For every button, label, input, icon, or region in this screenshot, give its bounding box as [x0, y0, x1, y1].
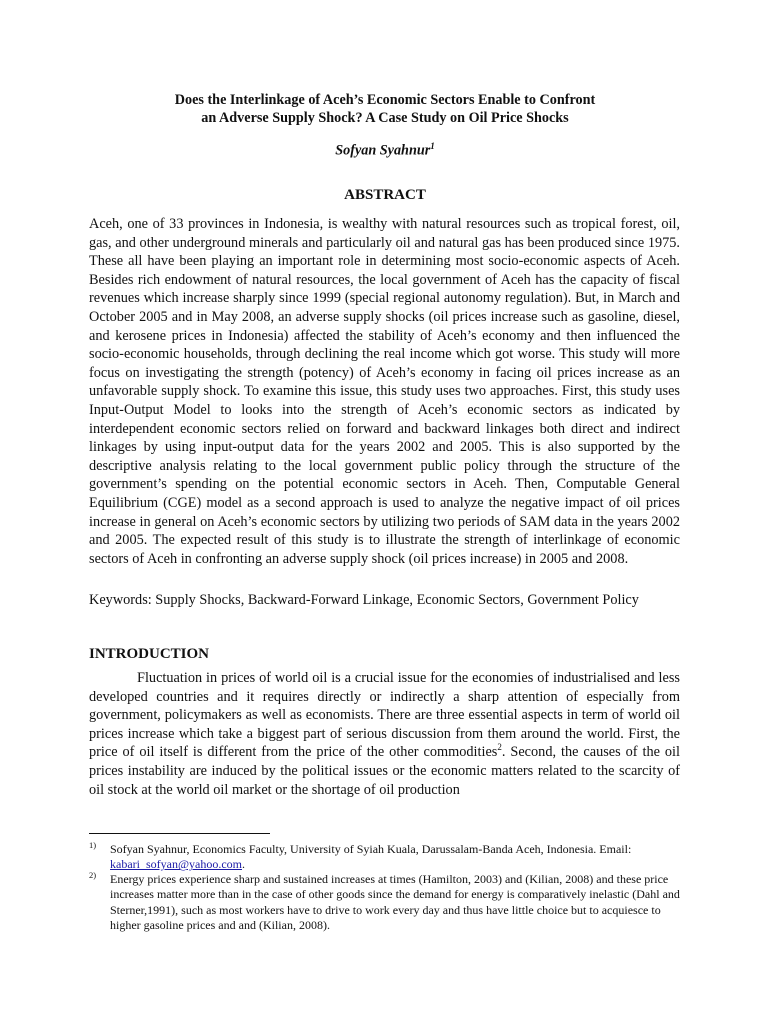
abstract-heading: ABSTRACT	[344, 187, 426, 203]
intro-footnote-mark: 2	[497, 742, 502, 753]
author-name	[90, 137, 680, 160]
footnote-2	[89, 872, 680, 934]
author-footnote-mark: 1	[430, 141, 435, 151]
keywords: Keywords: Supply Shocks, Backward-Forward Linkage, Economic Sectors, Government Policy	[89, 592, 639, 608]
footnote-2-mark: 2)	[89, 870, 97, 880]
title-line-2: an Adverse Supply Shock? A Case Study on Oil Price Shocks	[201, 110, 569, 126]
intro-text-part1: Fluctuation in prices of world oil is a crucial issue for the economies of industrialised and less developed countries and it requires directly or indirectly a sharp attention of especially from government, policymakers as well as economists. There are three essential aspects in term of world oil prices increase which take a biggest part of serious discussion from them around the world. First, the price of oil itself is different from the price of the other commodities	[89, 670, 680, 761]
abstract-body: Aceh, one of 33 provinces in Indonesia, is wealthy with natural resources such as tropical forest, oil, gas, and other underground minerals and particularly oil and natural gas has been produced since 1975. These all have been playing an important role in determining most socio-economic aspects of Aceh. Besides rich endowment of natural resources, the local government of Aceh has the capacity of fiscal revenues which increase sharply since 1999 (special regional autonomy regulation). But, in March and October 2005 and in May 2008, an adverse supply shocks (oil prices increase such as gasoline, diesel, and kerosene prices in Indonesia) affected the stability of Aceh’s economy and then influenced the socio-economic households, through declining the real income which got worse. This study will more focus on investigating the strength (potency) of Aceh’s economy in facing oil prices increase as an unfavorable supply shock. To examine this issue, this study uses two approaches. First, this study uses Input-Output Model to looks into the strength of Aceh’s economic sectors as indicated by interdependent economic sectors relied on forward and backward linkages both direct and indirect linkages by using input-output data for the years 2002 and 2005. This is also supported by the descriptive analysis relating to the local government public policy through the structure of the government’s spending on the potential economic sectors in Aceh. Then, Computable General Equilibrium (CGE) model as a second approach is used to analyze the negative impact of oil prices increase in general on Aceh’s economic sectors by utilizing two periods of SAM data in the years 2002 and 2005. The expected result of this study is to illustrate the strength of interlinkage of economic sectors of Aceh in confronting an adverse supply shock (oil prices increase) in 2005 and 2008.	[89, 216, 680, 567]
intro-text-part2: . Second, the causes of the oil prices instability are induced by the political issues or the economic matters related to the scarcity of oil stock at the world oil market or the shortage of oil production	[89, 744, 680, 798]
footnote-2-text: Energy prices experience sharp and sustained increases at times (Hamilton, 2003) and (Kilian, 2008) and these price increases matter more than in the case of other goods since the demand for energy is comparatively inelastic (Dahl and Sterner,1991), such as most workers have to drive to work every day and thus have little choice but to acquiesce to higher gasoline prices and and (Kilian, 2008).	[110, 872, 680, 933]
footnote-1-mark: 1)	[89, 840, 97, 850]
email-link[interactable]: kabari_sofyan@yahoo.com	[110, 857, 243, 872]
paper-title	[90, 91, 680, 127]
author-text: Sofyan Syahnur	[335, 142, 431, 159]
footnote-1	[89, 842, 680, 873]
introduction-heading: INTRODUCTION	[89, 646, 210, 662]
introduction-body	[89, 669, 680, 799]
footnote-1-suffix: .	[242, 857, 246, 872]
footnote-divider	[89, 833, 270, 834]
footnote-1-text	[110, 842, 680, 873]
footnote-1-body: Sofyan Syahnur, Economics Faculty, University of Syiah Kuala, Darussalam-Banda Aceh, Indonesia. Email:	[110, 842, 632, 856]
title-line-1: Does the Interlinkage of Aceh’s Economic Sectors Enable to Confront	[174, 92, 596, 108]
